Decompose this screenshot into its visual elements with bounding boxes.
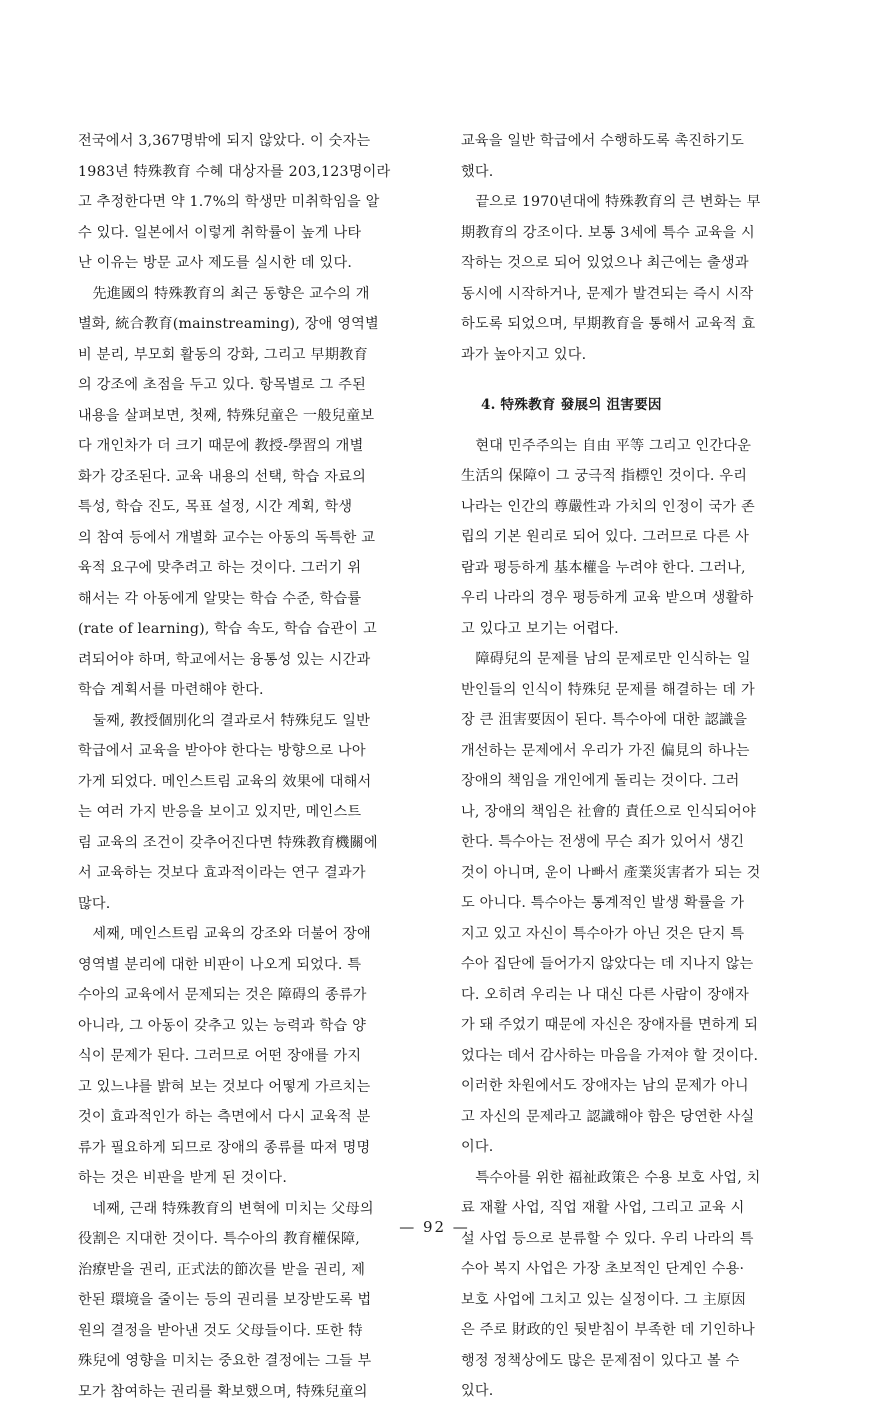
text-line: 과가 높아지고 있다. (461, 340, 813, 371)
text-line: 하는 것은 비판을 받게 된 것이다. (78, 1163, 430, 1194)
text-line: 난 이유는 방문 교사 제도를 실시한 데 있다. (78, 248, 430, 279)
text-line: 나라는 인간의 尊嚴性과 가치의 인정이 국가 존 (461, 492, 813, 523)
text-line: 해서는 각 아동에게 알맞는 학습 수준, 학습률 (78, 584, 430, 615)
text-line: 원의 결정을 받아낸 것도 父母들이다. 또한 特 (78, 1316, 430, 1347)
text-line: 람과 평등하게 基本權을 누려야 한다. 그러나, (461, 553, 813, 584)
text-line: 영역별 분리에 대한 비판이 나오게 되었다. 특 (78, 950, 430, 981)
text-line: 수아의 교육에서 문제되는 것은 障碍의 종류가 (78, 980, 430, 1011)
text-line: 많다. (78, 889, 430, 920)
text-line: 이다. (461, 1132, 813, 1163)
text-line: 期教育의 강조이다. 보통 3세에 특수 교육을 시 (461, 218, 813, 249)
text-line: 교육을 일반 학급에서 수행하도록 촉진하기도 (461, 126, 813, 157)
text-line: 작하는 것으로 되어 있었으나 최근에는 출생과 (461, 248, 813, 279)
text-line: 은 주로 財政的인 뒷받침이 부족한 데 기인하나 (461, 1315, 813, 1346)
text-line: 障碍兒의 문제를 남의 문제로만 인식하는 일 (461, 644, 813, 675)
text-line: 립의 기본 원리로 되어 있다. 그러므로 다른 사 (461, 522, 813, 553)
text-line: 고 자신의 문제라고 認識해야 함은 당연한 사실 (461, 1102, 813, 1133)
text-line: 행정 정책상에도 많은 문제점이 있다고 볼 수 (461, 1346, 813, 1377)
text-line: 고 추정한다면 약 1.7%의 학생만 미취학임을 알 (78, 187, 430, 218)
text-line: 것이 효과적인가 하는 측면에서 다시 교육적 분 (78, 1102, 430, 1133)
text-line: 동시에 시작하거나, 문제가 발견되는 즉시 시작 (461, 279, 813, 310)
text-line: (rate of learning), 학습 속도, 학습 습관이 고 (78, 614, 430, 645)
text-line: 있다. (461, 1376, 813, 1407)
text-line: 비 분리, 부모회 활동의 강화, 그리고 早期教育 (78, 340, 430, 371)
text-line: 특수아를 위한 福祉政策은 수용 보호 사업, 치 (461, 1163, 813, 1194)
text-line: 도 아니다. 특수아는 통계적인 발생 확률을 가 (461, 888, 813, 919)
text-line: 림 교육의 조건이 갖추어진다면 特殊教育機關에 (78, 828, 430, 859)
text-line: 특성, 학습 진도, 목표 설정, 시간 계획, 학생 (78, 492, 430, 523)
text-line: 우리 나라의 경우 평등하게 교육 받으며 생활하 (461, 583, 813, 614)
text-line: 殊兒에 영향을 미치는 중요한 결정에는 그들 부 (78, 1346, 430, 1377)
text-line: 설 사업 등으로 분류할 수 있다. 우리 나라의 특 (461, 1224, 813, 1255)
text-line: 육적 요구에 맞추려고 하는 것이다. 그러기 위 (78, 553, 430, 584)
spacer (461, 421, 813, 431)
text-line: 治療받을 권리, 正式法的節次를 받을 권리, 제 (78, 1255, 430, 1286)
text-line: 학습 계획서를 마련해야 한다. (78, 675, 430, 706)
text-line: 장애의 책임을 개인에게 돌리는 것이다. 그러 (461, 766, 813, 797)
right-column (461, 126, 813, 1407)
text-line: 수 있다. 일본에서 이렇게 취학률이 높게 나타 (78, 218, 430, 249)
text-line: 生活의 保障이 그 궁극적 指標인 것이다. 우리 (461, 461, 813, 492)
text-line: 모가 참여하는 권리를 확보했으며, 特殊兒童의 (78, 1377, 430, 1407)
spacer (461, 370, 813, 390)
text-line: 役割은 지대한 것이다. 특수아의 教育權保障, (78, 1224, 430, 1255)
text-line: 료 재활 사업, 직업 재활 사업, 그리고 교육 시 (461, 1193, 813, 1224)
text-line: 다. 오히려 우리는 나 대신 다른 사람이 장애자 (461, 980, 813, 1011)
section-heading: 4. 特殊教育 發展의 沮害要因 (461, 390, 813, 421)
text-line: 반인들의 인식이 特殊兒 문제를 해결하는 데 가 (461, 675, 813, 706)
text-line: 내용을 살펴보면, 첫째, 特殊兒童은 一般兒童보 (78, 401, 430, 432)
text-line: 하도록 되었으며, 早期教育을 통해서 교육적 효 (461, 309, 813, 340)
text-line: 세째, 메인스트림 교육의 강조와 더불어 장애 (78, 919, 430, 950)
text-line: 한다. 특수아는 전생에 무슨 죄가 있어서 생긴 (461, 827, 813, 858)
text-line: 현대 민주주의는 自由 平等 그리고 인간다운 (461, 431, 813, 462)
text-line: 했다. (461, 157, 813, 188)
text-line: 가게 되었다. 메인스트림 교육의 效果에 대해서 (78, 767, 430, 798)
text-line: 先進國의 特殊教育의 최근 동향은 교수의 개 (78, 279, 430, 310)
text-line: 고 있느냐를 밝혀 보는 것보다 어떻게 가르치는 (78, 1072, 430, 1103)
text-line: 류가 필요하게 되므로 장애의 종류를 따져 명명 (78, 1133, 430, 1164)
text-line: 끝으로 1970년대에 特殊教育의 큰 변화는 早 (461, 187, 813, 218)
text-line: 수아 집단에 들어가지 않았다는 데 지나지 않는 (461, 949, 813, 980)
text-line: 지고 있고 자신이 특수아가 아닌 것은 단지 특 (461, 919, 813, 950)
text-line: 1983년 特殊教育 수혜 대상자를 203,123명이라 (78, 157, 430, 188)
text-line: 장 큰 沮害要因이 된다. 특수아에 대한 認識을 (461, 705, 813, 736)
text-line: 네째, 근래 特殊教育의 변혁에 미치는 父母의 (78, 1194, 430, 1225)
text-line: 개선하는 문제에서 우리가 가진 偏見의 하나는 (461, 736, 813, 767)
text-line: 의 강조에 초점을 두고 있다. 항목별로 그 주된 (78, 370, 430, 401)
text-line: 아니라, 그 아동이 갖추고 있는 능력과 학습 양 (78, 1011, 430, 1042)
text-line: 별화, 統合教育(mainstreaming), 장애 영역별 (78, 309, 430, 340)
text-line: 것이 아니며, 운이 나빠서 產業災害者가 되는 것 (461, 858, 813, 889)
text-line: 고 있다고 보기는 어렵다. (461, 614, 813, 645)
text-line: 보호 사업에 그치고 있는 실정이다. 그 主原因 (461, 1285, 813, 1316)
text-line: 학급에서 교육을 받아야 한다는 방향으로 나아 (78, 736, 430, 767)
text-line: 가 돼 주었기 때문에 자신은 장애자를 면하게 되 (461, 1010, 813, 1041)
text-line: 식이 문제가 된다. 그러므로 어떤 장애를 가지 (78, 1041, 430, 1072)
text-line: 나, 장애의 책임은 社會的 責任으로 인식되어야 (461, 797, 813, 828)
text-line: 려되어야 하며, 학교에서는 융통성 있는 시간과 (78, 645, 430, 676)
text-line: 다 개인차가 더 크기 때문에 教授-學習의 개별 (78, 431, 430, 462)
text-line: 화가 강조된다. 교육 내용의 선택, 학습 자료의 (78, 462, 430, 493)
page-number: — 92 — (0, 1218, 869, 1236)
text-line: 었다는 데서 감사하는 마음을 가져야 할 것이다. (461, 1041, 813, 1072)
text-line: 한된 環境을 줄이는 등의 권리를 보장받도록 법 (78, 1285, 430, 1316)
text-line: 수아 복지 사업은 가장 초보적인 단계인 수용· (461, 1254, 813, 1285)
text-line: 의 참여 등에서 개별화 교수는 아동의 독특한 교 (78, 523, 430, 554)
text-line: 는 여러 가지 반응을 보이고 있지만, 메인스트 (78, 797, 430, 828)
text-line: 전국에서 3,367명밖에 되지 않았다. 이 숫자는 (78, 126, 430, 157)
left-column (78, 126, 430, 1407)
text-line: 이러한 차원에서도 장애자는 남의 문제가 아니 (461, 1071, 813, 1102)
text-line: 둘째, 教授個別化의 결과로서 特殊兒도 일반 (78, 706, 430, 737)
text-line: 서 교육하는 것보다 효과적이라는 연구 결과가 (78, 858, 430, 889)
